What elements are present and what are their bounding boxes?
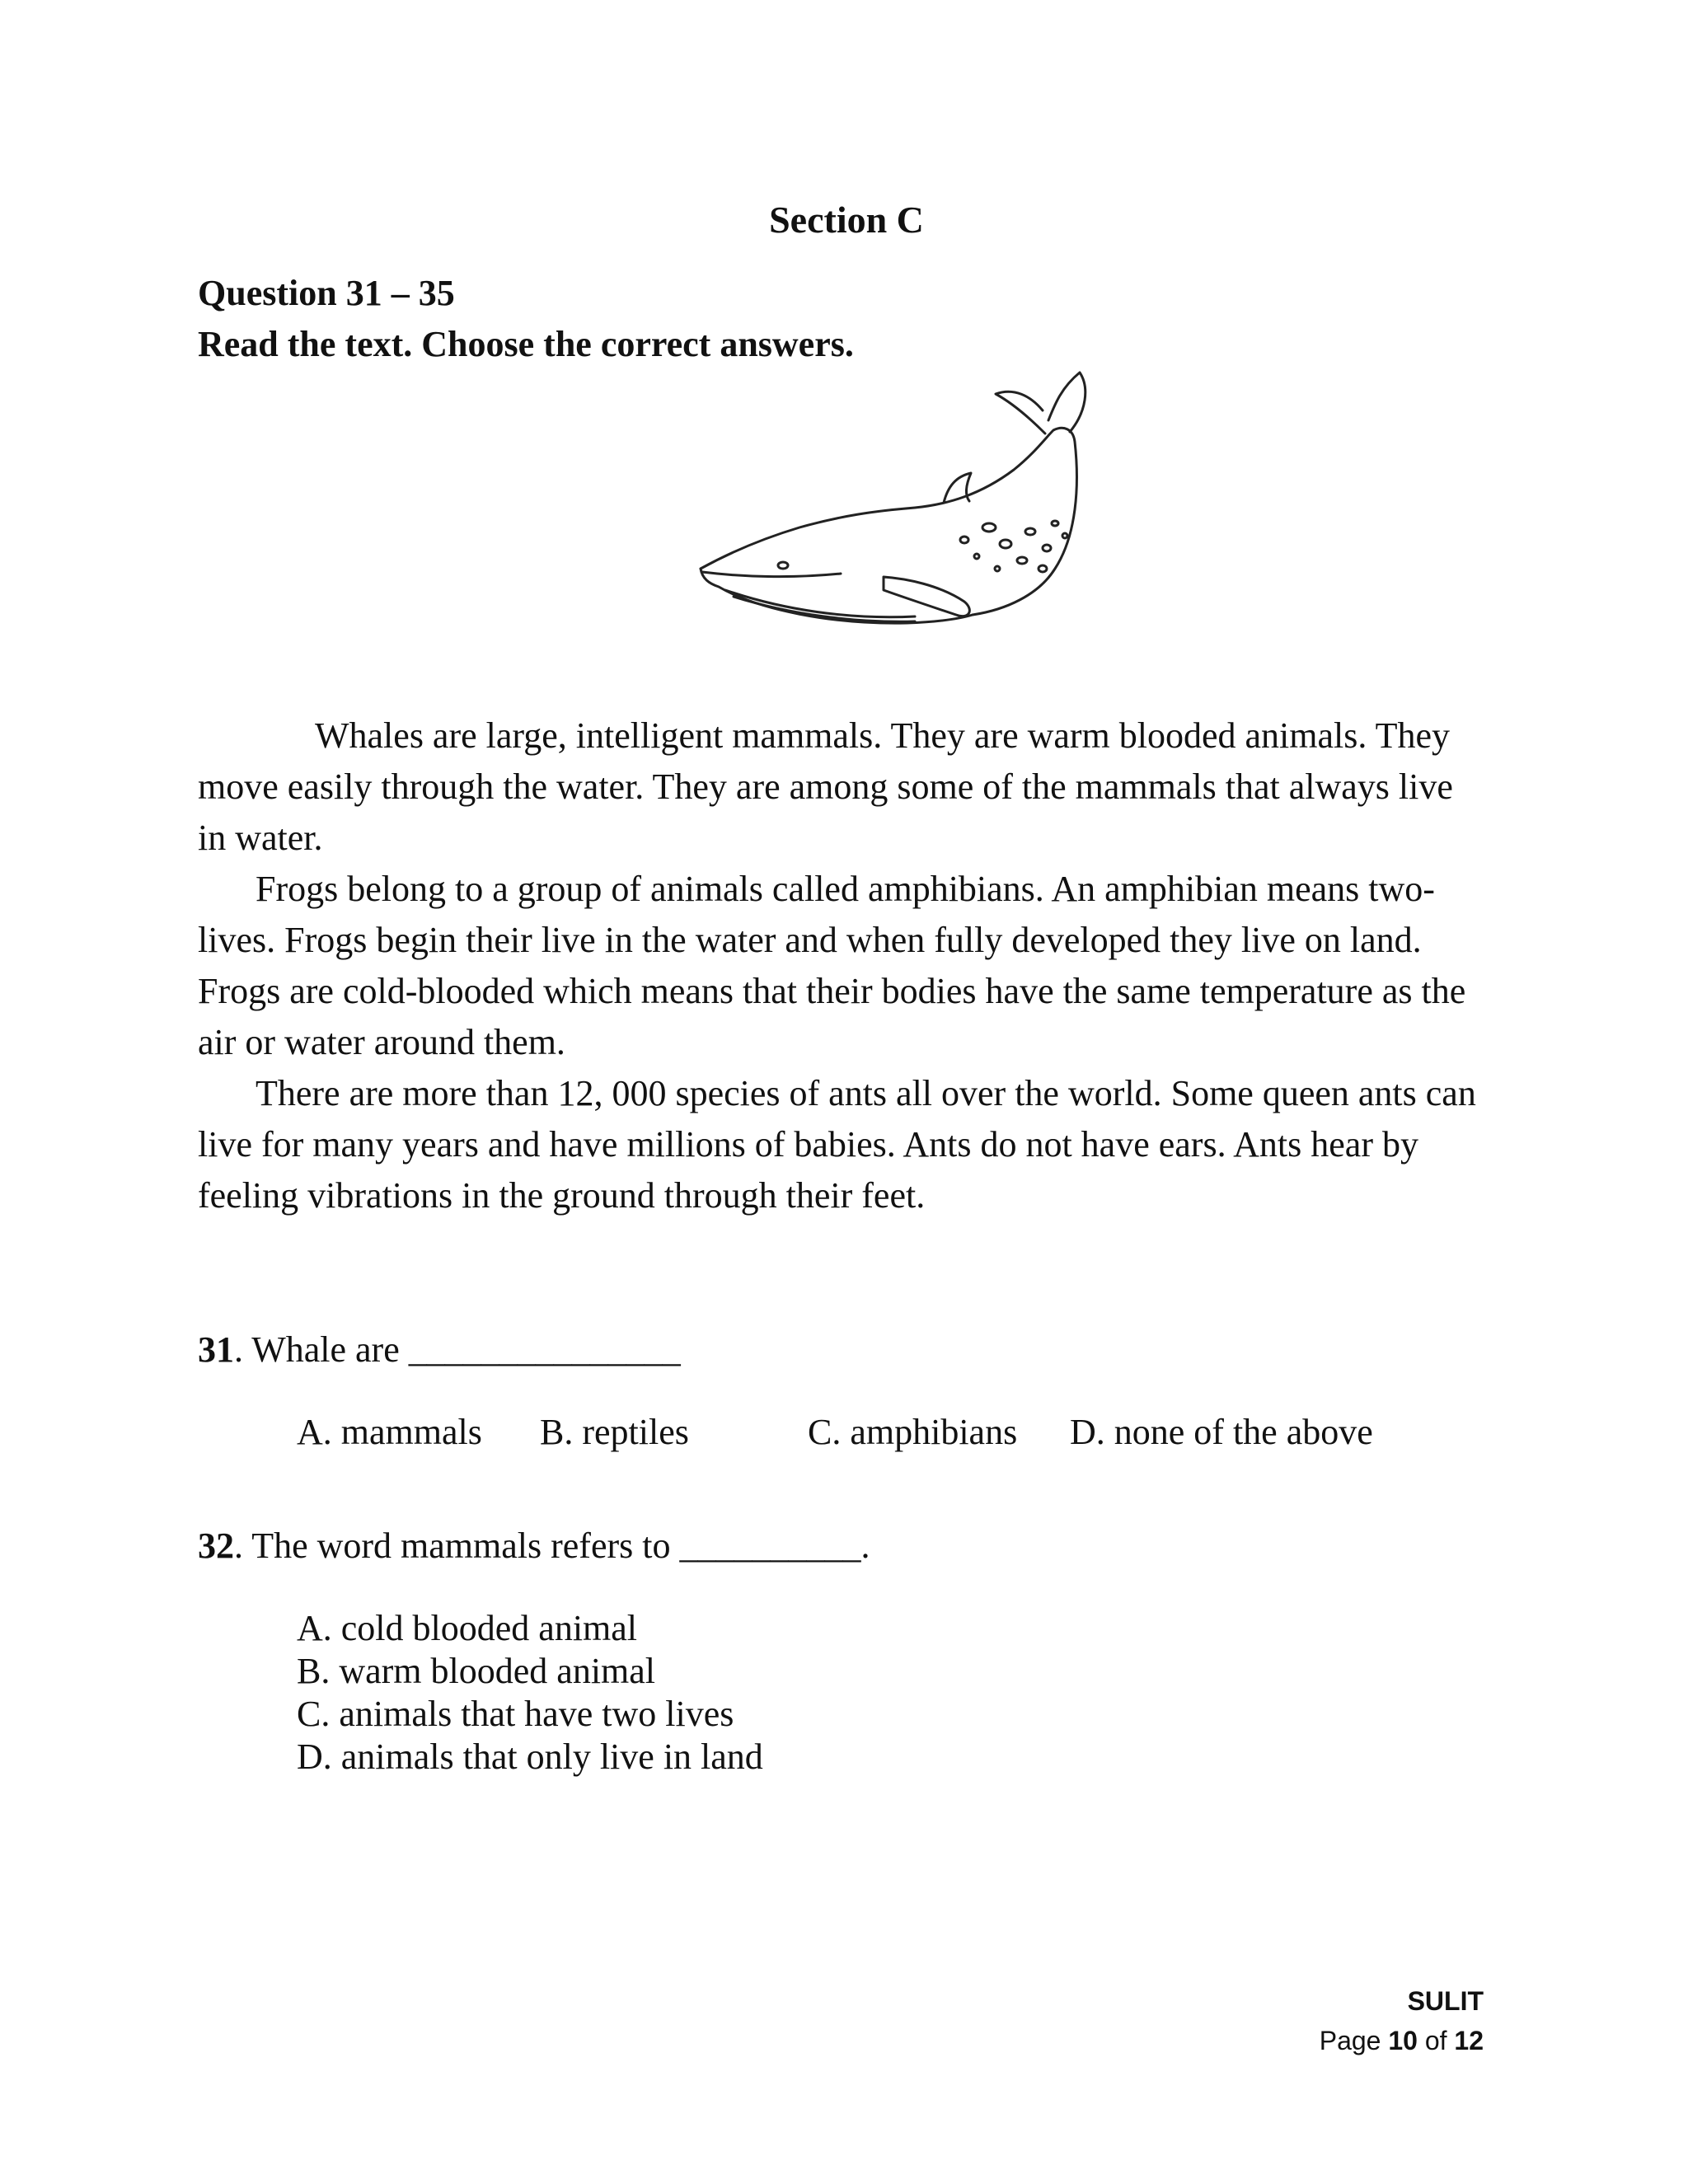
- question-range: Question 31 – 35: [198, 273, 455, 313]
- section-title: Section C: [769, 199, 924, 241]
- classification-label: [1408, 1986, 1484, 2017]
- passage-paragraph: Whales are large, intelligent mammals. They are warm blooded animals. They move easily through the water. They are among some of the mammals that always live in water.: [198, 715, 1453, 858]
- page-number: [1320, 2026, 1484, 2056]
- page-prefix: Page: [1319, 2026, 1389, 2055]
- whale-icon: [668, 363, 1129, 668]
- question-text: . The word mammals refers to __________.: [234, 1526, 870, 1566]
- answer-options: [297, 1607, 763, 1779]
- question-number: 32: [198, 1526, 234, 1566]
- answer-option: D. none of the above: [1070, 1412, 1373, 1452]
- page-of: of: [1417, 2026, 1455, 2055]
- question-text: . Whale are _______________: [234, 1329, 681, 1370]
- answer-option: C. animals that have two lives: [297, 1694, 734, 1734]
- instruction: Read the text. Choose the correct answers.: [198, 324, 854, 364]
- answer-option: A. mammals: [297, 1412, 482, 1452]
- answer-option: B. reptiles: [540, 1412, 689, 1452]
- reading-passage: [198, 710, 1484, 1221]
- page-current: 10: [1388, 2026, 1418, 2055]
- answer-option: C. amphibians: [808, 1412, 1018, 1452]
- passage-paragraph: There are more than 12, 000 species of ants all over the world. Some queen ants can live for many years and have millions of babies. Ants do not have ears. Ants hear by feeling vibrations in the ground through their feet.: [198, 1073, 1476, 1216]
- question-31: [198, 1329, 681, 1371]
- answer-option: B. warm blooded animal: [297, 1651, 656, 1691]
- page-total: 12: [1454, 2026, 1484, 2055]
- question-32: [198, 1525, 870, 1567]
- question-number: 31: [198, 1329, 234, 1370]
- sulit-label: SULIT: [1407, 1986, 1484, 2016]
- answer-option: D. animals that only live in land: [297, 1736, 763, 1777]
- answer-option: A. cold blooded animal: [297, 1608, 638, 1648]
- passage-paragraph: Frogs belong to a group of animals called amphibians. An amphibian means two-lives. Frogs begin their live in the water and when fully developed they live on land. Frogs are cold-blooded which means that their bodies have the same temperature as the air or water around them.: [198, 869, 1466, 1062]
